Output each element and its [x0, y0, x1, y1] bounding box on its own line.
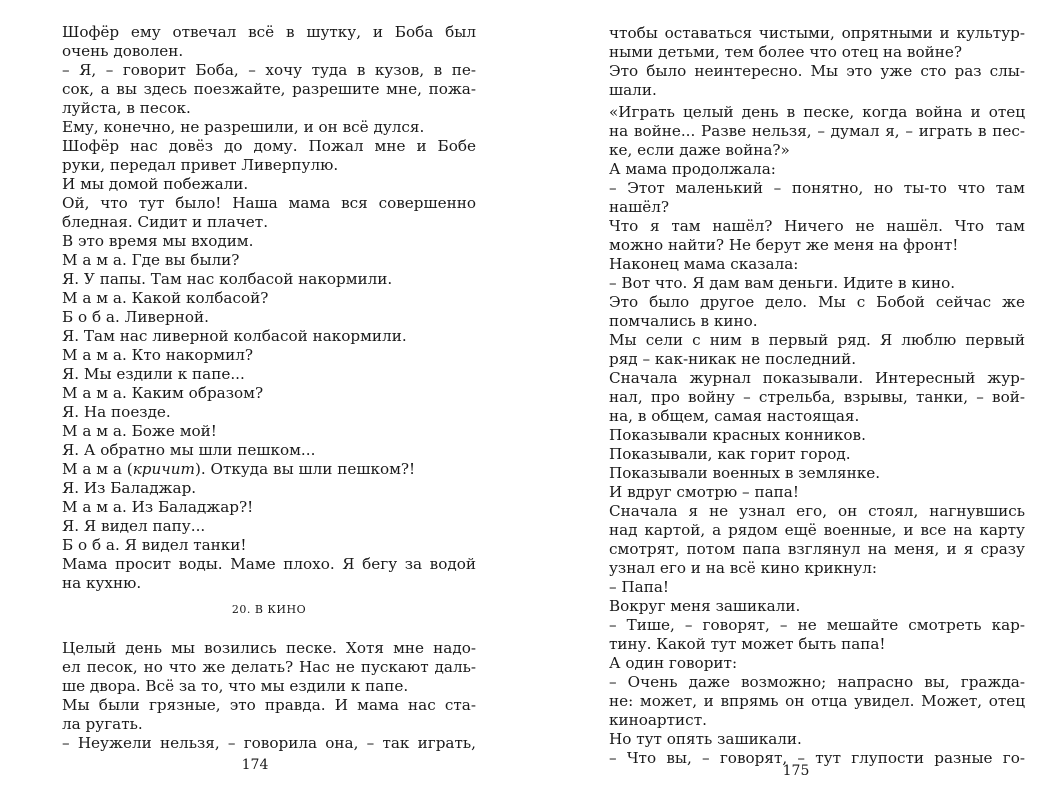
text-line: Сначала журнал показывали. Интересный жур-: [609, 369, 1025, 387]
text-line: Я. Там нас ливерной колбасой накормили.: [62, 327, 407, 345]
text-line: нал, про войну – стрельба, взрывы, танки, – вой-: [609, 388, 1025, 406]
text-line: над картой, а рядом ещё военные, и все на карту: [609, 521, 1025, 539]
text-line: Мы сели с ним в первый ряд. Я люблю первый: [609, 331, 1025, 349]
text-line: Ему, конечно, не разрешили, и он всё дулся.: [62, 118, 425, 136]
text-line: – Очень даже возможно; напрасно вы, гражда-: [609, 673, 1025, 691]
text-line: – Папа!: [609, 578, 670, 596]
page-number: 175: [782, 763, 810, 779]
text-line: луйста, в песок.: [62, 99, 191, 117]
text-line: Я. Мы ездили к папе...: [62, 365, 245, 383]
text-line: ше двора. Всё за то, что мы ездили к папе.: [62, 677, 409, 695]
text-line: можно найти? Не берут же меня на фронт!: [609, 236, 959, 254]
text-line: Сначала я не узнал его, он стоял, нагнувшись: [609, 502, 1025, 520]
text-line: на, в общем, самая настоящая.: [609, 407, 860, 425]
text-line: – Неужели нельзя, – говорила она, – так играть,: [62, 734, 476, 752]
text-line: Наконец мама сказала:: [609, 255, 799, 273]
text-line: Мы были грязные, это правда. И мама нас ста-: [62, 696, 476, 714]
text-line: чтобы оставаться чистыми, опрятными и культур-: [609, 24, 1025, 42]
text-line: ел песок, но что же делать? Нас не пускают даль-: [62, 658, 476, 676]
text-line: смотрят, потом папа взглянул на меня, и я сразу: [609, 540, 1025, 558]
text-line: Это было неинтересно. Мы это уже сто раз слы-: [609, 62, 1025, 80]
text-line: шали.: [609, 81, 657, 99]
text-line: Что я там нашёл? Ничего не нашёл. Что там: [609, 217, 1025, 235]
stage-direction-italic: кричит: [132, 460, 195, 478]
text-line: Целый день мы возились песке. Хотя мне надо-: [62, 639, 476, 657]
text-line: М а м а. Из Баладжар?!: [62, 498, 254, 516]
text-line: Ой, что тут было! Наша мама вся совершенно: [62, 194, 476, 212]
text-line: Я. На поезде.: [62, 403, 171, 421]
text-line: Б о б а. Ливерной.: [62, 308, 209, 326]
text-line: Шофёр ему отвечал всё в шутку, и Боба был: [62, 23, 476, 41]
text-line: М а м а. Каким образом?: [62, 384, 264, 402]
text-line: ке, если даже война?»: [609, 141, 790, 159]
text-line: бледная. Сидит и плачет.: [62, 213, 269, 231]
page-number: 174: [241, 757, 269, 773]
text-line: – Этот маленький – понятно, но ты-то что там: [609, 179, 1025, 197]
text-line: на кухню.: [62, 574, 142, 592]
text-line: – Тише, – говорят, – не мешайте смотреть кар-: [609, 616, 1025, 634]
text-line: М а м а. Где вы были?: [62, 251, 240, 269]
text-line: киноартист.: [609, 711, 707, 729]
text-line: ряд – как-никак не последний.: [609, 350, 857, 368]
text-line: И вдруг смотрю – папа!: [609, 483, 799, 501]
text-line: А один говорит:: [609, 654, 738, 672]
text-line: руки, передал привет Ливерпулю.: [62, 156, 339, 174]
text-line: Я. У папы. Там нас колбасой накормили.: [62, 270, 393, 288]
text-line: – Что вы, – говорят, – тут глупости разные го-: [609, 749, 1025, 767]
text-line: Но тут опять зашикали.: [609, 730, 802, 748]
text-line: ла ругать.: [62, 715, 143, 733]
text-segment: ). Откуда вы шли пешком?!: [194, 460, 416, 478]
text-line: Я. А обратно мы шли пешком...: [62, 441, 316, 459]
text-line: М а м а. Какой колбасой?: [62, 289, 269, 307]
text-segment: М а м а (: [62, 460, 133, 478]
text-line: очень доволен.: [62, 42, 184, 60]
text-line: М а м а. Боже мой!: [62, 422, 217, 440]
text-line: Показывали военных в землянке.: [609, 464, 881, 482]
text-line-shout: [62, 460, 415, 479]
text-line: узнал его и на всё кино крикнул:: [609, 559, 877, 577]
text-line: Показывали красных конников.: [609, 426, 866, 444]
text-line: Вокруг меня зашикали.: [609, 597, 801, 615]
text-line: Шофёр нас довёз до дому. Пожал мне и Бобе: [62, 137, 476, 155]
chapter-heading: 20. В КИНО: [231, 603, 307, 616]
right-page: [523, 0, 1046, 800]
text-line: помчались в кино.: [609, 312, 758, 330]
text-line: Показывали, как горит город.: [609, 445, 851, 463]
text-line: на войне... Разве нельзя, – думал я, – играть в пес-: [609, 122, 1025, 140]
text-line: – Я, – говорит Боба, – хочу туда в кузов, в пе-: [62, 61, 476, 79]
text-line: не: может, и впрямь он отца увидел. Может, отец: [609, 692, 1025, 710]
text-line: А мама продолжала:: [609, 160, 776, 178]
text-line: – Вот что. Я дам вам деньги. Идите в кино.: [609, 274, 956, 292]
text-line: ными детьми, тем более что отец на войне?: [609, 43, 962, 61]
text-line: Мама просит воды. Маме плохо. Я бегу за водой: [62, 555, 476, 573]
text-line: Это было другое дело. Мы с Бобой сейчас же: [609, 293, 1025, 311]
text-line: В это время мы входим.: [62, 232, 254, 250]
text-line: «Играть целый день в песке, когда война и отец: [609, 103, 1025, 121]
text-line: М а м а. Кто накормил?: [62, 346, 254, 364]
text-line: Б о б а. Я видел танки!: [62, 536, 247, 554]
text-line: Я. Я видел папу...: [62, 517, 206, 535]
text-line: сок, а вы здесь поезжайте, разрешите мне, пожа-: [62, 80, 476, 98]
text-line: Я. Из Баладжар.: [62, 479, 197, 497]
text-line: нашёл?: [609, 198, 670, 216]
text-line: тину. Какой тут может быть папа!: [609, 635, 886, 653]
text-line: И мы домой побежали.: [62, 175, 249, 193]
